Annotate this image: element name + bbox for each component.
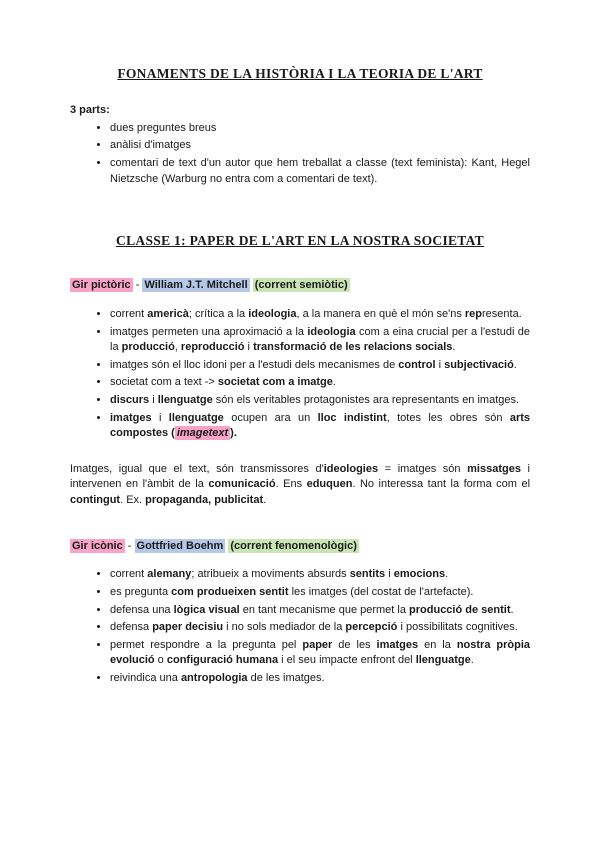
text-run: en tant mecanisme que permet la [239, 603, 410, 616]
text-run: arts compostes [110, 411, 531, 440]
section-heading-gir-iconic [70, 539, 530, 555]
text-run: i [244, 341, 254, 354]
text-run: . [445, 568, 449, 581]
text-run: defensa [110, 621, 153, 634]
text-run: ideologies [323, 462, 379, 475]
text-run: emocions [393, 568, 446, 581]
text-run: antropologia [180, 671, 248, 684]
text-run: - [132, 279, 143, 292]
text-run: i [435, 358, 445, 371]
text-run: percepció [345, 621, 398, 634]
text-run: reivindica una [110, 671, 181, 684]
text-run: imatges [110, 411, 152, 424]
text-run: propaganda, publicitat [145, 494, 264, 507]
text-run: discurs [110, 394, 150, 407]
list-item [110, 325, 530, 356]
text-run: paper [302, 638, 333, 651]
text-run: de les imatges. [247, 671, 325, 684]
text-run: . [332, 376, 336, 389]
text-run: i no sols mediador de la [223, 621, 346, 634]
list-item [110, 603, 530, 619]
highlighted-text: (corrent semiòtic) [254, 279, 348, 292]
text-run: rep [464, 307, 483, 320]
text-run: . [452, 341, 456, 354]
highlighted-text: William J.T. Mitchell [144, 279, 248, 292]
text-run: , a la manera en què el món se'ns [296, 307, 465, 320]
list-item [110, 638, 530, 669]
text-run: són els veritables protagonistes ara representants en imatges. [212, 394, 520, 407]
intro-heading: 3 parts: [70, 104, 110, 117]
text-run: societat com a imatge [217, 376, 333, 389]
text-run: eduquen [306, 478, 353, 491]
text-run: . No interessa tant la forma com el [352, 478, 531, 491]
text-run: llenguatge [415, 654, 471, 667]
list-item: • comentari de text d'un autor que hem treballat a classe (text feminista): Kant, Hegel Nietzsche (Warburg no entra com a comentari de text). [110, 156, 530, 187]
text-run: subjectivació [444, 358, 514, 371]
highlighted-text: Gir pictòric [72, 279, 131, 292]
highlighted-text: (corrent fenomenològic) [230, 539, 357, 552]
text-run: . [510, 603, 514, 616]
text-run: imatges són el lloc idoni per a l'estudi dels mecanismes de [110, 358, 399, 371]
text-run: ideologia [307, 325, 356, 338]
section-heading-gir-pictoric [70, 278, 530, 294]
list-item: • dues preguntes breus [110, 121, 530, 137]
text-run: es pregunta [110, 585, 172, 598]
text-run: o [154, 654, 167, 667]
text-run: ocupen ara un [223, 411, 318, 424]
text-run: . [470, 654, 474, 667]
text-run: , totes les obres són [386, 411, 510, 424]
text-run: llenguatge [157, 394, 213, 407]
highlighted-text: imagetext [176, 427, 229, 440]
text-run: sentits [349, 568, 386, 581]
list-item [110, 411, 530, 442]
text-run: ideologia [248, 307, 297, 320]
list-item [110, 585, 530, 601]
list-item [110, 393, 530, 409]
text-run: producció de sentit [409, 603, 511, 616]
text-run: lògica visual [173, 603, 240, 616]
text-run: control [398, 358, 436, 371]
text-run: , [174, 341, 181, 354]
list-item [110, 567, 530, 583]
text-run: corrent [110, 568, 148, 581]
text-run: lloc indistint [317, 411, 387, 424]
text-run: . Ex. [120, 494, 146, 507]
summary-paragraph [70, 462, 530, 509]
text-run: en la [418, 638, 457, 651]
text-run: resenta. [482, 307, 522, 320]
text-run: com a eina crucial per a l'estudi de la [110, 325, 530, 354]
text-run: defensa una [110, 603, 174, 616]
list-item [110, 307, 530, 323]
text-run: nostra pròpia evolució [110, 638, 531, 667]
text-run: paper decisiu [152, 621, 224, 634]
text-run: producció [121, 341, 175, 354]
text-run: i intervenen en l'àmbit de la [70, 462, 530, 491]
gir-pictoric-list [70, 307, 530, 442]
document-title: FONAMENTS DE LA HISTÒRIA I LA TEORIA DE L'ART [117, 66, 483, 81]
text-run: llenguatge [168, 411, 224, 424]
text-run: ). [230, 427, 237, 440]
text-run: imatges permeten una aproximació a la [110, 325, 308, 338]
text-run: i [151, 411, 169, 424]
list-item [110, 375, 530, 391]
text-run: missatges [467, 462, 521, 475]
text-run: i [149, 394, 158, 407]
text-run: i [385, 568, 394, 581]
text-run: de les [332, 638, 377, 651]
highlighted-text: Gir icònic [72, 539, 123, 552]
intro-list [70, 121, 530, 187]
text-run: contingut [70, 494, 121, 507]
text-run: les imatges (del costat de l'artefacte). [288, 585, 474, 598]
text-run: ( [168, 427, 175, 440]
text-run: Imatges, igual que el text, són transmissores d' [70, 462, 324, 475]
text-run: com produeixen sentit [171, 585, 289, 598]
list-item: • anàlisi d'imatges [110, 138, 530, 154]
text-run: permet respondre a la pregunta pel [110, 638, 303, 651]
text-run: comunicació [208, 478, 276, 491]
text-run: ; atribueix a moviments absurds [191, 568, 350, 581]
text-run: . [263, 494, 267, 507]
text-run: - [124, 539, 135, 552]
text-run: corrent [110, 307, 148, 320]
list-item [110, 358, 530, 374]
text-run: i possibilitats cognitives. [397, 621, 518, 634]
text-run: = imatges són [378, 462, 468, 475]
highlighted-text: Gottfried Boehm [136, 539, 224, 552]
gir-iconic-list [70, 567, 530, 686]
text-run: societat com a text -> [110, 376, 218, 389]
text-run: i el seu impacte enfront del [278, 654, 416, 667]
text-run: transformació de les relacions socials [253, 341, 453, 354]
list-item [110, 671, 530, 687]
text-run: . [513, 358, 517, 371]
text-run: alemany [147, 568, 192, 581]
class-heading: CLASSE 1: PAPER DE L'ART EN LA NOSTRA SOCIETAT [116, 233, 484, 249]
text-run: ; crítica a la [188, 307, 249, 320]
text-run: reproducció [180, 341, 245, 354]
text-run: configuració humana [166, 654, 279, 667]
text-run: imatges [376, 638, 419, 651]
list-item [110, 620, 530, 636]
text-run: . Ens [275, 478, 307, 491]
text-run: americà [147, 307, 189, 320]
